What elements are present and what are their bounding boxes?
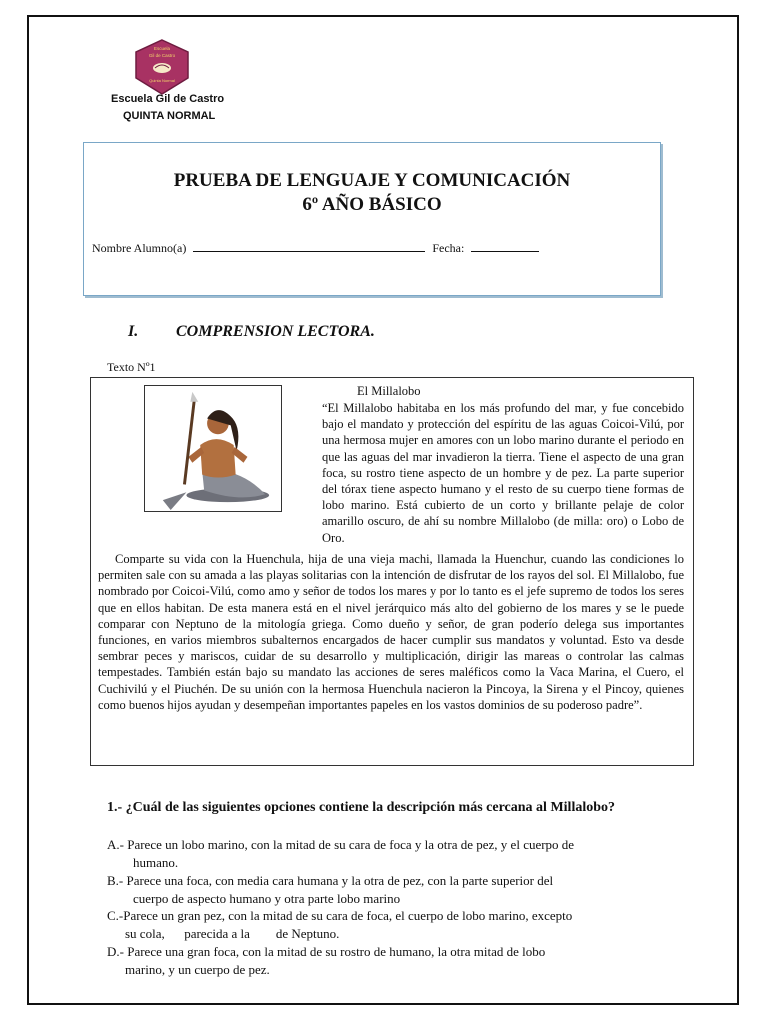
millalobo-illustration	[144, 385, 282, 512]
option-d-line-1: D.- Parece una gran foca, con la mitad de su rostro de humano, la otra mitad de lobo	[107, 944, 546, 959]
option-c-line-1: C.-Parece un gran pez, con la mitad de su cara de foca, el cuerpo de lobo marino, excepto	[107, 908, 573, 923]
logo-text-top: Escuela	[153, 46, 171, 51]
section-heading	[128, 323, 375, 341]
test-grade: 6º AÑO BÁSICO	[302, 194, 442, 215]
logo-text-mid: Gil de Castro	[148, 53, 176, 58]
option-d[interactable]	[107, 943, 667, 979]
option-d-line-2: marino, y un cuerpo de pez.	[125, 962, 270, 977]
student-info-line	[92, 241, 539, 256]
school-logo	[133, 38, 191, 96]
story-body: Comparte su vida con la Huenchula, hija de una vieja machi, llamada la Huenchur, cuando las condiciones lo permiten sale con su amada a las playas solitarias con la intención de disfrutar de los rayos del sol. El Millalobo, fue nombrado por Coicoi-Vilú, como amo y señor de todos los mares y por lo tanto es el jefe supremo de todos los seres que en ellos habitan. De esta manera está en el nivel jerárquico más alto del gobierno de los mares y se le puede comparar con Neptuno de la mitología griega. Como dueño y señor, de gran poderío delega sus importantes funciones, en varios miembros subalternos encargados de hacer cumplir sus mandatos y voluntad. Esto va desde sembrar peces y mariscos, cuidar de su desarrollo y multiplicación, dirigir las mareas o controlar las calmas tempestades. También están bajo su mandato las acciones de seres maléficos como la Vaca Marina, el Cuero, el Cuchivilú y el Piuchén. De su unión con la hermosa Huenchula nacieron la Pincoya, la Sirena y el Pincoy, quienes como buenos hijos ayudan y desempeñan importantes papeles en los vastos dominios de su poderoso padre”.	[98, 552, 684, 712]
option-c[interactable]	[107, 907, 667, 943]
option-b[interactable]	[107, 872, 667, 908]
section-title: COMPRENSION LECTORA.	[176, 323, 375, 340]
option-a-line-1: A.- Parece un lobo marino, con la mitad de su cara de foca y la otra de pez, y el cuerpo de	[107, 837, 575, 852]
test-title: PRUEBA DE LENGUAJE Y COMUNICACIÓN	[173, 170, 571, 191]
story-intro: “El Millalobo habitaba en los más profundo del mar, y fue concebido bajo el mandato y protección del espíritu de las aguas Coicoi-Vilú, por una hermosa mujer en amores con un lobo marino durante el periodo en que las aguas del mar invadieron la tierra. Tiene el aspecto de una gran foca, su rostro tiene aspecto de un hombre y de pez. La parte superior del tórax tiene aspecto humano y el resto de su cuerpo tiene formas de lobo marino. Está cubierto de un corto y brillante pelaje de color amarillo oscuro, de ahí su nombre Millalobo (de milla: oro) o Lobo de Oro.	[322, 401, 684, 545]
student-name-label: Nombre Alumno(a)	[92, 241, 187, 255]
option-b-line-1: B.- Parece una foca, con media cara humana y la otra de pez, con la parte superior del	[107, 873, 554, 888]
option-b-line-2: cuerpo de aspecto humano y otra parte lobo marino	[133, 891, 401, 906]
test-header-box	[83, 142, 661, 296]
option-a-line-2: humano.	[133, 855, 179, 870]
reading-box	[90, 377, 694, 766]
question-1: 1.- ¿Cuál de las siguientes opciones contiene la descripción más cercana al Millalobo?	[107, 800, 616, 815]
date-field[interactable]	[471, 241, 539, 252]
school-commune: QUINTA NORMAL	[123, 110, 216, 122]
text-label: Texto Nº1	[107, 360, 156, 374]
section-number: I.	[128, 323, 139, 340]
story-title: El Millalobo	[357, 384, 421, 398]
school-name: Escuela Gil de Castro	[111, 93, 225, 105]
option-c-line-2: su cola, parecida a la de Neptuno.	[125, 926, 340, 941]
date-label: Fecha:	[432, 241, 465, 255]
logo-text-bottom: Quinta Normal	[149, 78, 175, 83]
student-name-field[interactable]	[193, 241, 425, 252]
option-a[interactable]	[107, 836, 667, 872]
